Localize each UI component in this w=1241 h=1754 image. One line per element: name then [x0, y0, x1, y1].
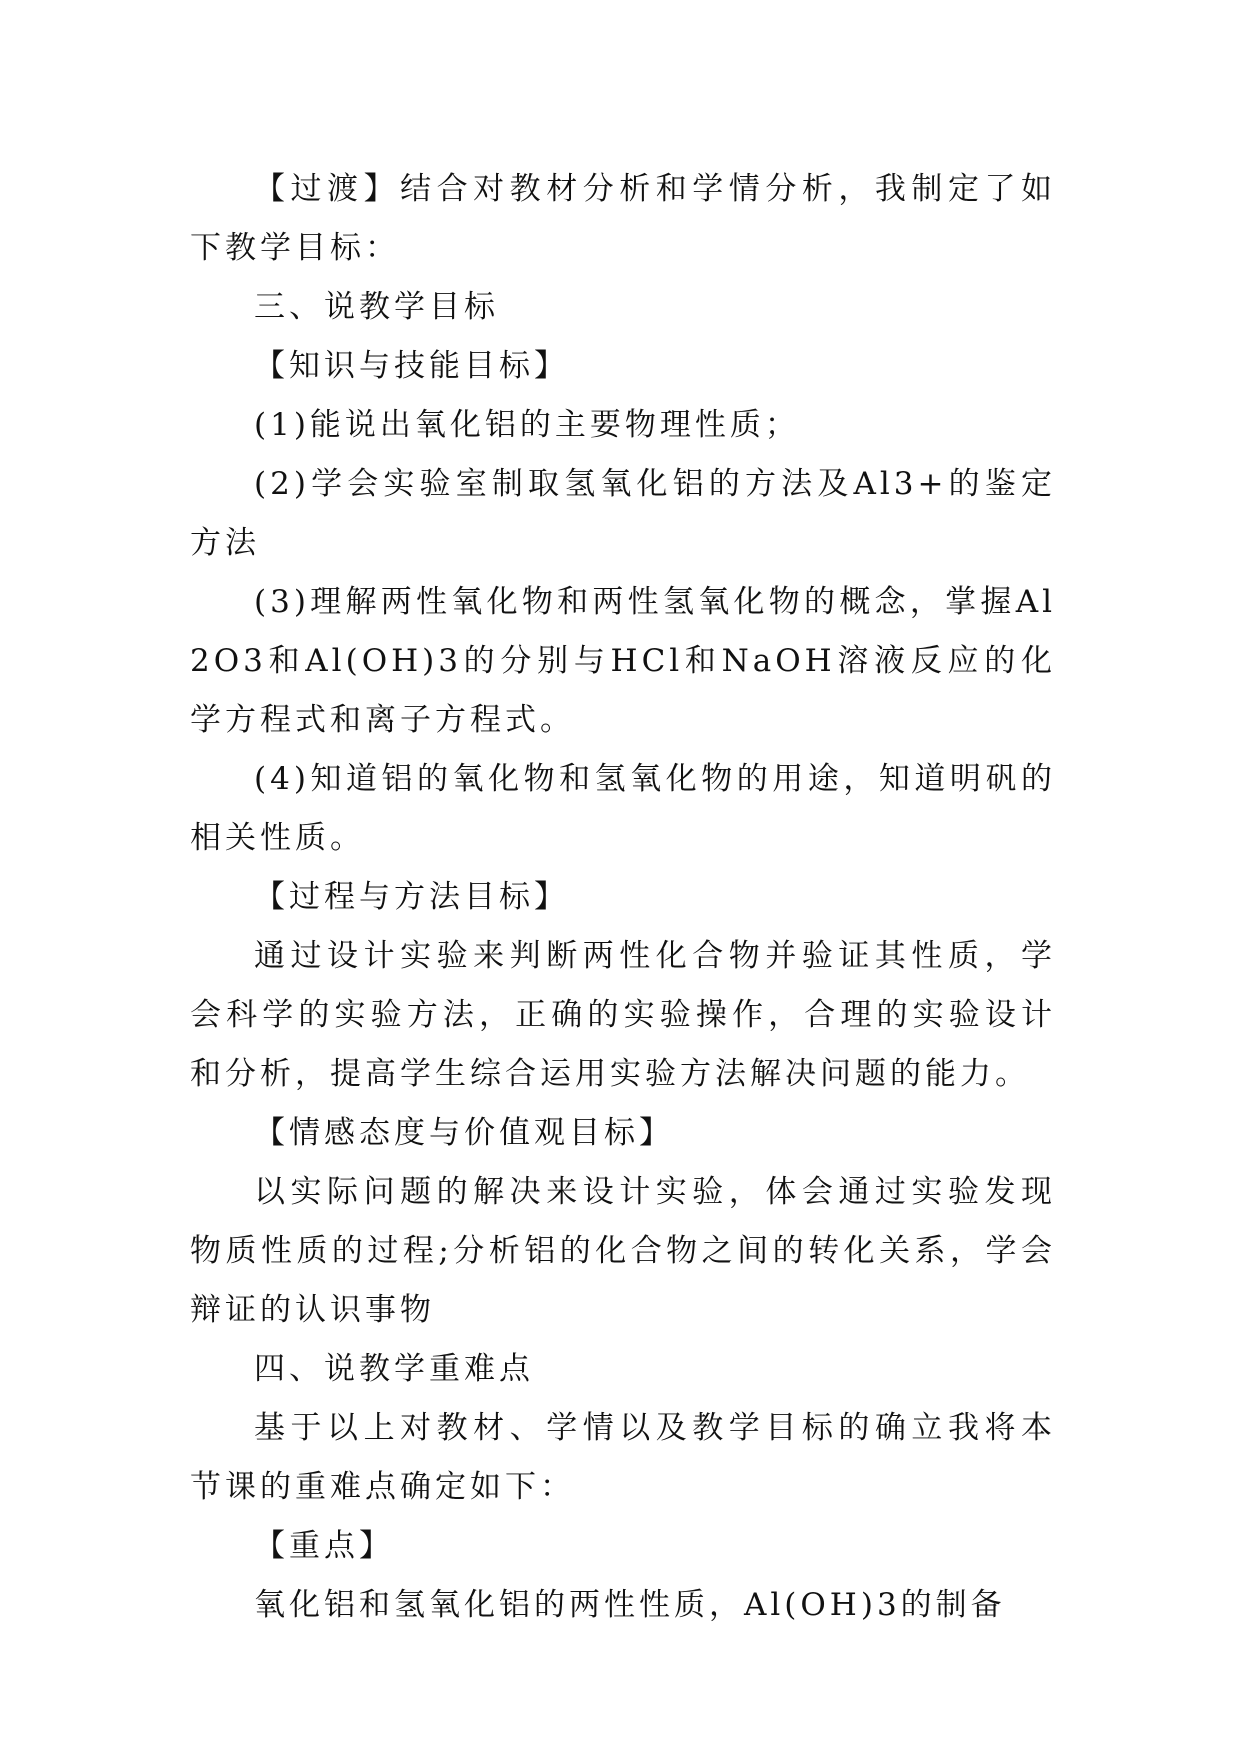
paragraph-key-points: 氧化铝和氢氧化铝的两性性质，Al(OH)3的制备	[254, 1587, 1006, 1623]
goal-item-4: (4)知道铝的氧化物和氢氧化物的用途，知道明矾的相关性质。	[190, 761, 1056, 856]
document-body	[190, 160, 1056, 1635]
paragraph-emotion-values: 以实际问题的解决来设计实验，体会通过实验发现物质性质的过程;分析铝的化合物之间的转化关系，学会辩证的认识事物	[190, 1174, 1056, 1328]
paragraph-process-method: 通过设计实验来判断两性化合物并验证其性质，学会科学的实验方法，正确的实验操作，合理的实验设计和分析，提高学生综合运用实验方法解决问题的能力。	[190, 938, 1056, 1092]
subheading-key-points: 【重点】	[254, 1528, 394, 1564]
subheading-emotion-values: 【情感态度与价值观目标】	[254, 1115, 674, 1151]
subheading-knowledge-skills: 【知识与技能目标】	[254, 348, 569, 384]
goal-item-2: (2)学会实验室制取氢氧化铝的方法及Al3+的鉴定方法	[190, 466, 1056, 561]
paragraph-key-points-intro: 基于以上对教材、学情以及教学目标的确立我将本节课的重难点确定如下：	[190, 1410, 1056, 1505]
goal-item-1: (1)能说出氧化铝的主要物理性质；	[254, 407, 800, 443]
subheading-process-method: 【过程与方法目标】	[254, 879, 569, 915]
section-heading-teaching-goals: 三、说教学目标	[254, 289, 499, 325]
section-heading-key-difficult-points: 四、说教学重难点	[254, 1351, 534, 1387]
goal-item-3: (3)理解两性氧化物和两性氢氧化物的概念，掌握Al2O3和Al(OH)3的分别与HCl和NaOH溶液反应的化学方程式和离子方程式。	[190, 584, 1056, 738]
paragraph-transition: 【过渡】结合对教材分析和学情分析，我制定了如下教学目标：	[190, 171, 1056, 266]
